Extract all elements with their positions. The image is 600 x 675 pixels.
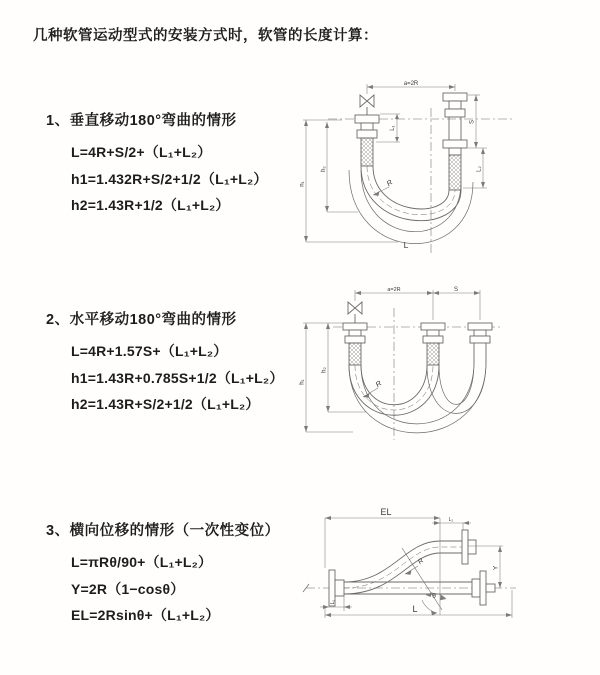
hose-swept-position — [361, 362, 474, 424]
dim-label-r: R — [416, 557, 426, 567]
angle-arc — [422, 600, 437, 613]
dim-label-l1: L₁ — [390, 125, 396, 131]
right-flange — [472, 571, 495, 605]
formula-line: h2=1.43R+1/2（L₁+L₂） — [71, 197, 230, 213]
hose-swept-position — [349, 362, 486, 433]
upper-flange — [462, 530, 476, 564]
dimension-labels — [330, 507, 500, 614]
valve-icon — [348, 302, 362, 323]
hose-braid-left — [361, 138, 373, 166]
diagram-horizontal-180-bend — [298, 280, 538, 450]
dim-label-s: S — [469, 119, 476, 125]
dim-label-theta: θ — [432, 593, 436, 600]
hose-braid-middle — [427, 343, 439, 365]
drawing-geometry — [303, 530, 516, 610]
dim-label-r: R — [384, 177, 395, 189]
formula-line: Y=2R（1−cosθ） — [71, 580, 185, 597]
section-2-heading: 2、水平移动180°弯曲的情形 — [46, 312, 237, 328]
dim-label-h2: h₂ — [321, 166, 327, 172]
dim-label-h2: h₂ — [321, 367, 328, 373]
formula-line: L=4R+1.57S+（L₁+L₂） — [71, 343, 228, 359]
section-3-formulas — [71, 549, 280, 629]
dim-label-span: a=2R — [403, 81, 419, 87]
formula-line: h1=1.432R+S/2+1/2（L₁+L₂） — [71, 170, 268, 187]
diagram-vertical-180-bend — [300, 70, 530, 260]
hose-moved-position — [439, 362, 474, 404]
formula-line: EL=2Rsinθ+（L₁+L₂） — [71, 607, 220, 623]
dim-label-l2: L₂ — [448, 517, 454, 523]
middle-flange — [421, 323, 445, 343]
right-flange-top — [443, 93, 467, 117]
left-flange — [343, 323, 367, 343]
section-1 — [46, 109, 268, 219]
right-flange-bottom — [443, 140, 467, 155]
drawing-geometry — [328, 93, 512, 256]
drawing-geometry — [333, 302, 503, 440]
section-3 — [46, 519, 280, 629]
section-3-heading: 3、横向位移的情形（一次性变位） — [46, 523, 280, 539]
dim-label-l: L — [403, 240, 409, 250]
dim-label-s: S — [453, 287, 459, 293]
formula-line: L=πRθ/90+（L₁+L₂） — [71, 554, 213, 570]
section-2-formulas — [71, 338, 284, 418]
left-flange — [355, 115, 379, 138]
dim-label-y: Y — [492, 565, 500, 571]
right-flange — [468, 323, 492, 343]
hose-braid-left — [349, 343, 361, 365]
hose-moved-position — [427, 362, 486, 413]
dim-label-h1: h₁ — [299, 379, 306, 385]
formula-line: h1=1.43R+0.785S+1/2（L₁+L₂） — [71, 369, 284, 386]
dim-label-r: R — [373, 378, 384, 390]
formula-line: h2=1.43R+S/2+1/2（L₁+L₂） — [71, 396, 260, 412]
hose-moved-position — [361, 170, 461, 232]
section-1-heading: 1、垂直移动180°弯曲的情形 — [46, 113, 237, 129]
diagram-lateral-displacement — [300, 500, 560, 640]
dim-label-l1: L₁ — [330, 599, 336, 605]
dim-label-el: EL — [380, 507, 392, 517]
section-2 — [46, 308, 284, 418]
hose-braid-right — [449, 155, 461, 190]
formula-line: L=4R+S/2+（L₁+L₂） — [71, 144, 212, 160]
section-1-formulas — [71, 139, 268, 219]
valve-icon — [360, 95, 374, 115]
dim-label-h1: h₁ — [300, 181, 306, 187]
dim-label-l2: L₂ — [476, 166, 483, 172]
dim-label-l: L — [412, 604, 418, 614]
dim-label-span: a=2R — [387, 287, 401, 293]
page-title: 几种软管运动型式的安装方式时，软管的长度计算： — [33, 28, 378, 44]
